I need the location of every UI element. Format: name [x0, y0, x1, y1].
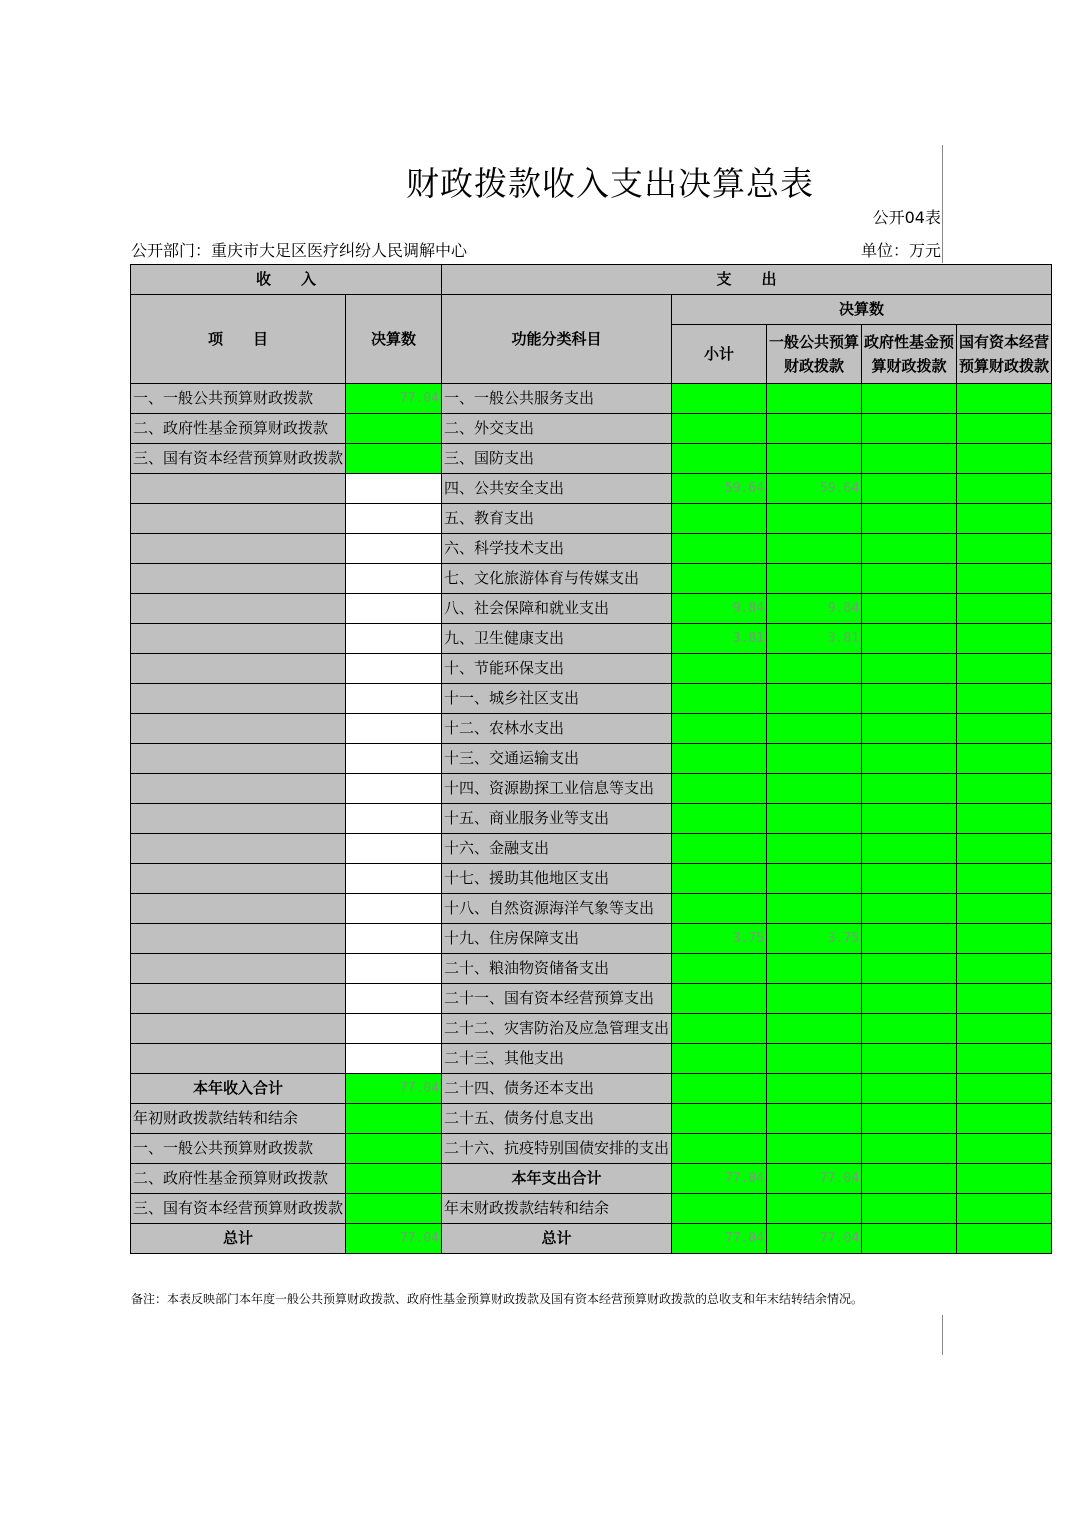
general-budget-cell: [767, 564, 862, 594]
subtotal-cell: 9.84: [672, 594, 767, 624]
fund-budget-cell: [862, 414, 957, 444]
table-row: [131, 624, 1052, 654]
table-row: [131, 684, 1052, 714]
fund-budget-cell: [862, 384, 957, 414]
income-amount-cell: [346, 1194, 442, 1224]
income-amount-cell: [346, 774, 442, 804]
table-row: [131, 474, 1052, 504]
income-amount-cell: [346, 564, 442, 594]
state-capital-cell: [957, 1014, 1052, 1044]
fund-budget-cell: [862, 1194, 957, 1224]
income-amount-cell: [346, 684, 442, 714]
subtotal-cell: [672, 1134, 767, 1164]
fund-budget-cell: [862, 534, 957, 564]
income-item-cell: [131, 864, 346, 894]
subtotal-cell: [672, 444, 767, 474]
subtotal-header: 小计: [672, 325, 767, 384]
budget-table: [130, 264, 1052, 1254]
general-budget-cell: [767, 1074, 862, 1104]
expense-item-cell: 十六、金融支出: [442, 834, 672, 864]
fund-budget-cell: [862, 1164, 957, 1194]
income-item-cell: [131, 804, 346, 834]
unit-label: 单位：万元: [860, 241, 941, 260]
fund-budget-cell: [862, 714, 957, 744]
subtotal-cell: [672, 1104, 767, 1134]
general-budget-cell: [767, 1194, 862, 1224]
subtotal-cell: 3.81: [672, 624, 767, 654]
form-number: 公开04表: [872, 208, 941, 227]
fund-budget-cell: [862, 504, 957, 534]
income-item-cell: [131, 504, 346, 534]
func-category-header: 功能分类科目: [442, 295, 672, 384]
subtotal-cell: [672, 384, 767, 414]
expense-item-cell: 九、卫生健康支出: [442, 624, 672, 654]
subtotal-cell: [672, 834, 767, 864]
income-item-cell: 总计: [131, 1224, 346, 1254]
income-item-cell: [131, 744, 346, 774]
table-row: [131, 864, 1052, 894]
expense-item-cell: 七、文化旅游体育与传媒支出: [442, 564, 672, 594]
table-row: [131, 924, 1052, 954]
subtotal-cell: [672, 894, 767, 924]
table-row: [131, 1074, 1052, 1104]
state-capital-cell: [957, 594, 1052, 624]
subtotal-cell: [672, 1014, 767, 1044]
general-budget-header: 一般公共预算财政拨款: [767, 325, 862, 384]
general-budget-cell: 77.04: [767, 1164, 862, 1194]
general-budget-cell: [767, 444, 862, 474]
fund-budget-cell: [862, 744, 957, 774]
general-budget-cell: 59.64: [767, 474, 862, 504]
income-amount-cell: [346, 474, 442, 504]
state-capital-cell: [957, 444, 1052, 474]
table-row: [131, 414, 1052, 444]
income-amount-cell: [346, 984, 442, 1014]
general-budget-cell: [767, 1104, 862, 1134]
income-amount-cell: [346, 744, 442, 774]
subtotal-cell: [672, 564, 767, 594]
income-item-cell: [131, 474, 346, 504]
general-budget-cell: 9.84: [767, 594, 862, 624]
income-item-cell: 二、政府性基金预算财政拨款: [131, 414, 346, 444]
fund-budget-cell: [862, 1224, 957, 1254]
income-item-cell: 三、国有资本经营预算财政拨款: [131, 1194, 346, 1224]
income-item-cell: [131, 714, 346, 744]
income-item-cell: 本年收入合计: [131, 1074, 346, 1104]
expense-item-cell: 十二、农林水支出: [442, 714, 672, 744]
expense-item-cell: 一、一般公共服务支出: [442, 384, 672, 414]
expense-item-cell: 二十、粮油物资储备支出: [442, 954, 672, 984]
expense-item-cell: 二十二、灾害防治及应急管理支出: [442, 1014, 672, 1044]
income-item-cell: [131, 564, 346, 594]
income-item-cell: [131, 774, 346, 804]
table-row: [131, 1134, 1052, 1164]
income-amount-cell: [346, 624, 442, 654]
state-capital-cell: [957, 624, 1052, 654]
general-budget-cell: [767, 1044, 862, 1074]
income-item-cell: [131, 984, 346, 1014]
expense-item-cell: 年末财政拨款结转和结余: [442, 1194, 672, 1224]
footnote: 备注：本表反映部门本年度一般公共预算财政拨款、政府性基金预算财政拨款及国有资本经营预算财政拨款的总收支和年末结转结余情况。: [131, 1292, 864, 1306]
table-row: [131, 504, 1052, 534]
fund-budget-cell: [862, 924, 957, 954]
fund-budget-cell: [862, 654, 957, 684]
expense-item-cell: 二十一、国有资本经营预算支出: [442, 984, 672, 1014]
table-row: [131, 1224, 1052, 1254]
income-item-cell: [131, 624, 346, 654]
fund-budget-cell: [862, 1014, 957, 1044]
subtotal-cell: [672, 504, 767, 534]
department-label: 公开部门：重庆市大足区医疗纠纷人民调解中心: [131, 241, 468, 260]
general-budget-cell: [767, 714, 862, 744]
state-capital-cell: [957, 1104, 1052, 1134]
state-capital-cell: [957, 414, 1052, 444]
table-row: [131, 714, 1052, 744]
state-capital-cell: [957, 1044, 1052, 1074]
income-amount-cell: [346, 534, 442, 564]
state-capital-cell: [957, 1164, 1052, 1194]
table-row: [131, 834, 1052, 864]
income-header: 收 入: [131, 265, 442, 295]
state-capital-cell: [957, 474, 1052, 504]
income-amount-cell: [346, 654, 442, 684]
subtotal-cell: [672, 984, 767, 1014]
state-capital-cell: [957, 1134, 1052, 1164]
expense-item-cell: 三、国防支出: [442, 444, 672, 474]
income-item-cell: [131, 594, 346, 624]
income-amount-cell: [346, 714, 442, 744]
table-row: [131, 774, 1052, 804]
fund-budget-cell: [862, 834, 957, 864]
state-capital-cell: [957, 954, 1052, 984]
income-item-cell: 一、一般公共预算财政拨款: [131, 384, 346, 414]
expense-item-cell: 十一、城乡社区支出: [442, 684, 672, 714]
table-row: [131, 384, 1052, 414]
table-row: [131, 1044, 1052, 1074]
subtotal-cell: [672, 414, 767, 444]
income-item-cell: 年初财政拨款结转和结余: [131, 1104, 346, 1134]
final-amount-header: 决算数: [672, 295, 1052, 325]
table-row: [131, 804, 1052, 834]
fund-budget-cell: [862, 594, 957, 624]
fund-budget-cell: [862, 864, 957, 894]
fund-budget-cell: [862, 444, 957, 474]
state-capital-cell: [957, 894, 1052, 924]
income-item-cell: [131, 534, 346, 564]
general-budget-cell: [767, 654, 862, 684]
state-capital-cell: [957, 864, 1052, 894]
general-budget-cell: [767, 504, 862, 534]
state-capital-cell: [957, 684, 1052, 714]
subtotal-cell: 59.64: [672, 474, 767, 504]
fund-budget-cell: [862, 1134, 957, 1164]
income-item-cell: [131, 684, 346, 714]
income-item-cell: 一、一般公共预算财政拨款: [131, 1134, 346, 1164]
table-row: [131, 654, 1052, 684]
state-capital-cell: [957, 1194, 1052, 1224]
table-row: [131, 1164, 1052, 1194]
fund-budget-header: 政府性基金预算财政拨款: [862, 325, 957, 384]
expense-item-cell: 十八、自然资源海洋气象等支出: [442, 894, 672, 924]
income-item-cell: 二、政府性基金预算财政拨款: [131, 1164, 346, 1194]
table-row: [131, 984, 1052, 1014]
general-budget-cell: [767, 834, 862, 864]
general-budget-cell: 3.75: [767, 924, 862, 954]
fund-budget-cell: [862, 894, 957, 924]
table-row: [131, 894, 1052, 924]
income-amount-cell: 77.04: [346, 1224, 442, 1254]
expense-item-cell: 八、社会保障和就业支出: [442, 594, 672, 624]
general-budget-cell: [767, 774, 862, 804]
income-amount-cell: 77.04: [346, 1074, 442, 1104]
income-amount-cell: [346, 924, 442, 954]
table-row: [131, 444, 1052, 474]
state-capital-cell: [957, 804, 1052, 834]
subtotal-cell: [672, 744, 767, 774]
expense-item-cell: 本年支出合计: [442, 1164, 672, 1194]
state-capital-cell: [957, 1074, 1052, 1104]
general-budget-cell: [767, 954, 862, 984]
income-amount-cell: [346, 954, 442, 984]
state-capital-cell: [957, 984, 1052, 1014]
income-amount-cell: [346, 1164, 442, 1194]
income-amount-header: 决算数: [346, 295, 442, 384]
fund-budget-cell: [862, 954, 957, 984]
subtotal-cell: 77.04: [672, 1164, 767, 1194]
fund-budget-cell: [862, 1044, 957, 1074]
expense-item-cell: 四、公共安全支出: [442, 474, 672, 504]
subtotal-cell: [672, 654, 767, 684]
state-capital-cell: [957, 744, 1052, 774]
state-capital-header: 国有资本经营预算财政拨款: [957, 325, 1052, 384]
subtotal-cell: [672, 684, 767, 714]
expense-item-cell: 十三、交通运输支出: [442, 744, 672, 774]
expense-item-cell: 十五、商业服务业等支出: [442, 804, 672, 834]
state-capital-cell: [957, 504, 1052, 534]
income-item-cell: 三、国有资本经营预算财政拨款: [131, 444, 346, 474]
general-budget-cell: [767, 414, 862, 444]
income-item-cell: [131, 1014, 346, 1044]
expense-item-cell: 二十四、债务还本支出: [442, 1074, 672, 1104]
table-row: [131, 744, 1052, 774]
income-amount-cell: 77.04: [346, 384, 442, 414]
page-title: 财政拨款收入支出决算总表: [406, 164, 814, 203]
general-budget-cell: [767, 534, 862, 564]
income-amount-cell: [346, 1014, 442, 1044]
income-item-cell: [131, 834, 346, 864]
expense-item-cell: 十四、资源勘探工业信息等支出: [442, 774, 672, 804]
table-row: [131, 1014, 1052, 1044]
subtotal-cell: [672, 774, 767, 804]
expense-item-cell: 十九、住房保障支出: [442, 924, 672, 954]
table-row: [131, 534, 1052, 564]
table-row: [131, 1194, 1052, 1224]
expense-item-cell: 二十五、债务付息支出: [442, 1104, 672, 1134]
subtotal-cell: 77.04: [672, 1224, 767, 1254]
table-row: [131, 954, 1052, 984]
fund-budget-cell: [862, 1074, 957, 1104]
fund-budget-cell: [862, 564, 957, 594]
fund-budget-cell: [862, 474, 957, 504]
state-capital-cell: [957, 384, 1052, 414]
expense-item-cell: 十、节能环保支出: [442, 654, 672, 684]
fund-budget-cell: [862, 1104, 957, 1134]
income-item-cell: [131, 954, 346, 984]
general-budget-cell: [767, 804, 862, 834]
general-budget-cell: [767, 894, 862, 924]
subtotal-cell: [672, 1074, 767, 1104]
subtotal-cell: [672, 1194, 767, 1224]
state-capital-cell: [957, 714, 1052, 744]
income-amount-cell: [346, 1134, 442, 1164]
income-amount-cell: [346, 1044, 442, 1074]
income-amount-cell: [346, 504, 442, 534]
income-item-cell: [131, 894, 346, 924]
general-budget-cell: 77.04: [767, 1224, 862, 1254]
expense-header: 支 出: [442, 265, 1052, 295]
general-budget-cell: [767, 684, 862, 714]
expense-item-cell: 二十三、其他支出: [442, 1044, 672, 1074]
income-amount-cell: [346, 414, 442, 444]
general-budget-cell: [767, 1014, 862, 1044]
general-budget-cell: [767, 984, 862, 1014]
subtotal-cell: [672, 804, 767, 834]
income-item-cell: [131, 1044, 346, 1074]
expense-item-cell: 总计: [442, 1224, 672, 1254]
state-capital-cell: [957, 834, 1052, 864]
income-item-cell: [131, 654, 346, 684]
income-amount-cell: [346, 894, 442, 924]
state-capital-cell: [957, 654, 1052, 684]
subtotal-cell: 3.75: [672, 924, 767, 954]
subtotal-cell: [672, 954, 767, 984]
table-row: [131, 564, 1052, 594]
general-budget-cell: [767, 864, 862, 894]
general-budget-cell: 3.81: [767, 624, 862, 654]
income-amount-cell: [346, 834, 442, 864]
fund-budget-cell: [862, 684, 957, 714]
fund-budget-cell: [862, 984, 957, 1014]
fund-budget-cell: [862, 774, 957, 804]
expense-item-cell: 十七、援助其他地区支出: [442, 864, 672, 894]
state-capital-cell: [957, 774, 1052, 804]
income-amount-cell: [346, 444, 442, 474]
state-capital-cell: [957, 534, 1052, 564]
income-amount-cell: [346, 594, 442, 624]
page-edge-line-top: [942, 145, 943, 263]
income-amount-cell: [346, 1104, 442, 1134]
general-budget-cell: [767, 744, 862, 774]
item-header: 项 目: [131, 295, 346, 384]
fund-budget-cell: [862, 804, 957, 834]
income-amount-cell: [346, 804, 442, 834]
table-row: [131, 1104, 1052, 1134]
subtotal-cell: [672, 714, 767, 744]
general-budget-cell: [767, 1134, 862, 1164]
state-capital-cell: [957, 564, 1052, 594]
subtotal-cell: [672, 864, 767, 894]
expense-item-cell: 六、科学技术支出: [442, 534, 672, 564]
expense-item-cell: 五、教育支出: [442, 504, 672, 534]
income-item-cell: [131, 924, 346, 954]
page-edge-line-bottom: [942, 1315, 943, 1355]
state-capital-cell: [957, 1224, 1052, 1254]
expense-item-cell: 二、外交支出: [442, 414, 672, 444]
state-capital-cell: [957, 924, 1052, 954]
income-amount-cell: [346, 864, 442, 894]
expense-item-cell: 二十六、抗疫特别国债安排的支出: [442, 1134, 672, 1164]
general-budget-cell: [767, 384, 862, 414]
subtotal-cell: [672, 534, 767, 564]
fund-budget-cell: [862, 624, 957, 654]
table-row: [131, 594, 1052, 624]
subtotal-cell: [672, 1044, 767, 1074]
